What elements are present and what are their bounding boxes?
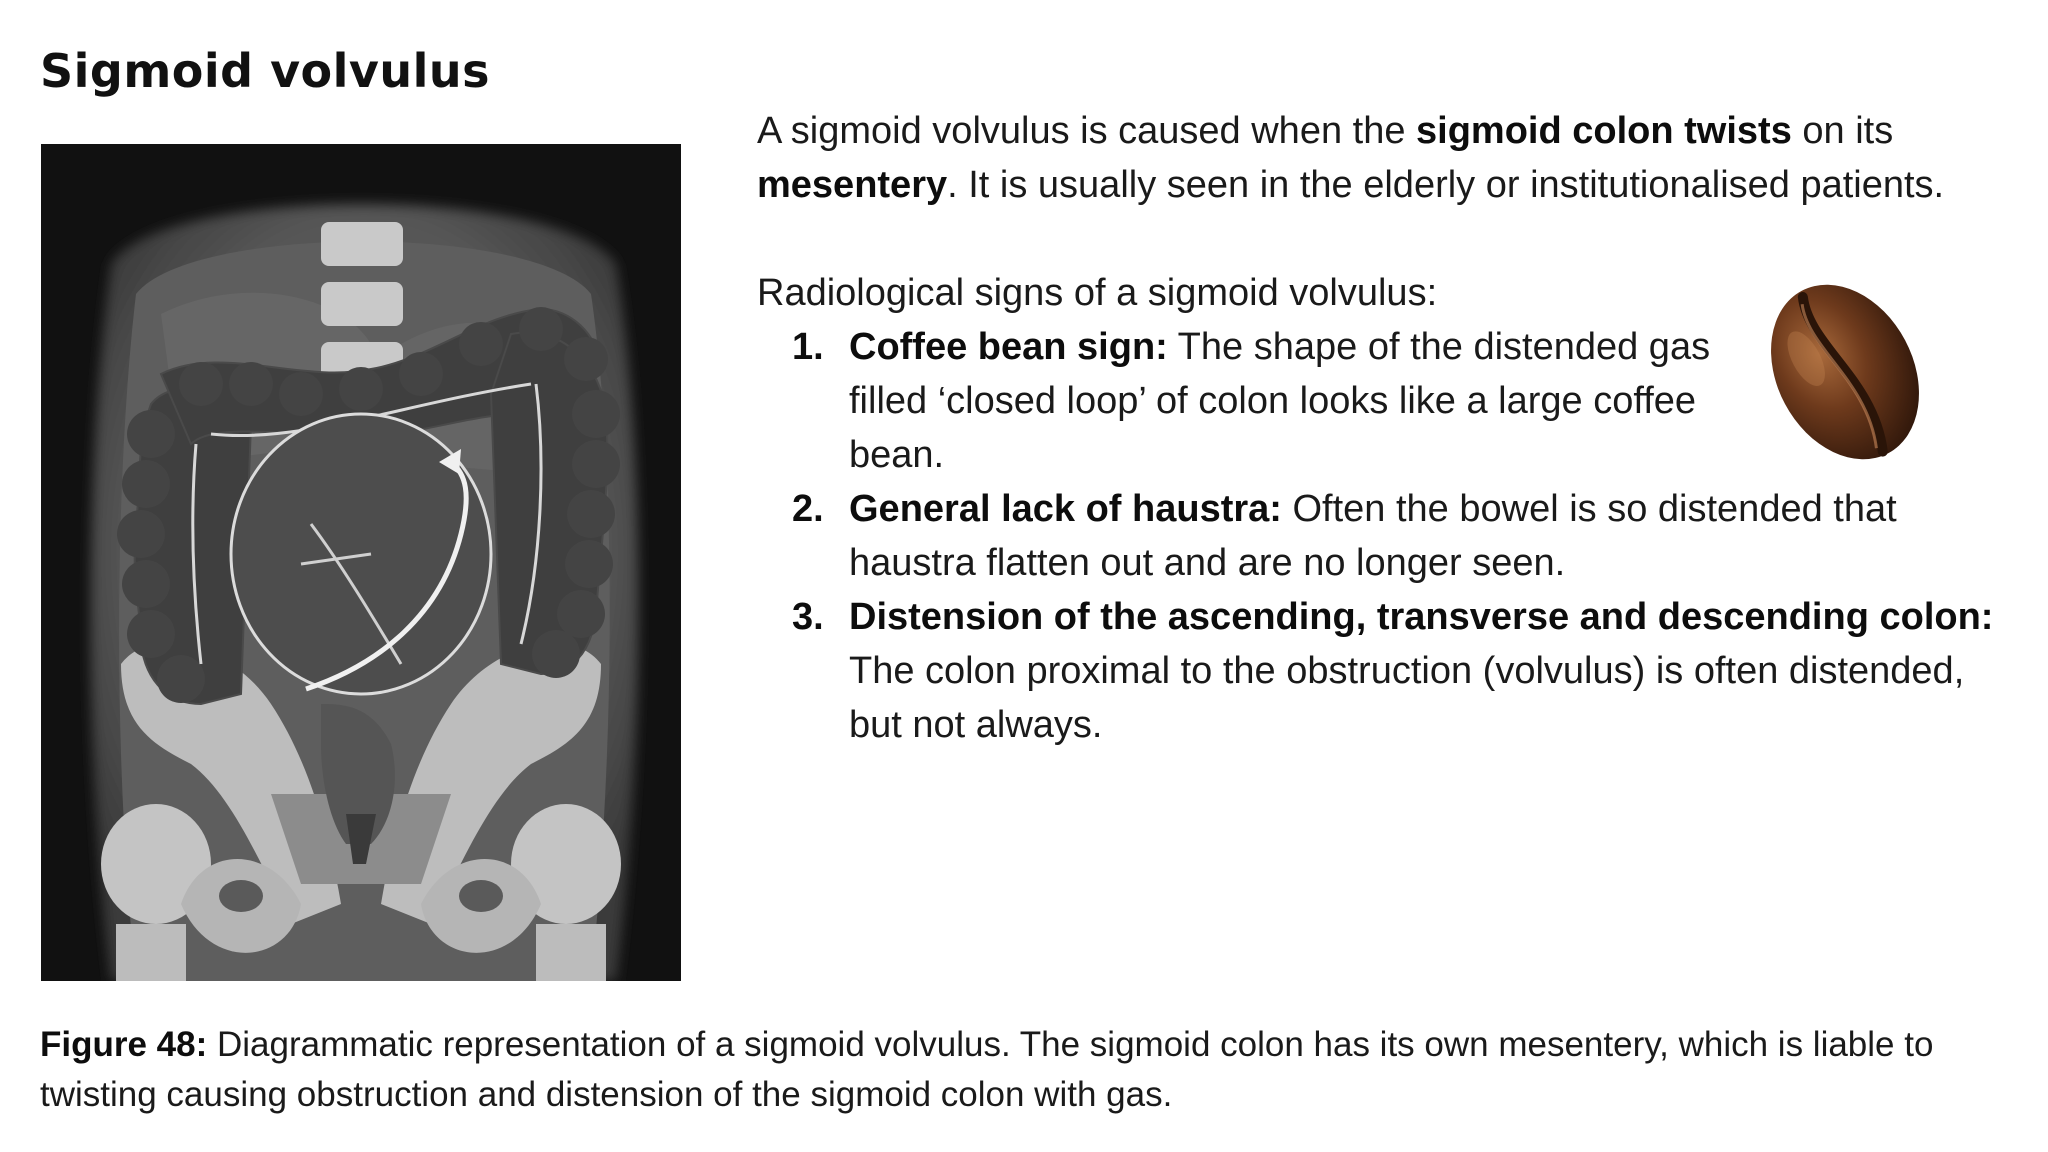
coffee-bean-image — [1755, 272, 1935, 472]
list-number: 3. — [792, 596, 824, 638]
sign-text: The colon proximal to the obstruction (volvulus) is often distended, but not always. — [849, 650, 1965, 746]
page-title: Sigmoid volvulus — [40, 44, 491, 98]
sign-title: Distension of the ascending, transverse and descending colon: — [849, 596, 1994, 638]
sign-text: The shape of the distended gas filled ‘closed loop’ of colon looks like a large coffee bean. — [849, 326, 1711, 476]
caption-text: Diagrammatic representation of a sigmoid volvulus. The sigmoid colon has its own mesentery, which is liable to twisting causing obstruction and distension of the sigmoid colon with gas. — [40, 1025, 1934, 1114]
figure-caption — [40, 1020, 2000, 1120]
xray-diagram-image — [41, 144, 681, 981]
intro-paragraph: A sigmoid volvulus is caused when the sigmoid colon twists on its mesentery. It is usually seen in the elderly or institutionalised patients. — [757, 110, 1945, 206]
list-number: 1. — [792, 326, 824, 368]
sign-text: Often the bowel is so distended that haustra flatten out and are no longer seen. — [849, 488, 1897, 584]
list-item — [757, 590, 2027, 752]
list-number: 2. — [792, 488, 824, 530]
intro-bold-mesentery: mesentery — [757, 164, 948, 206]
caption-label: Figure 48: — [40, 1025, 208, 1064]
signs-heading: Radiological signs of a sigmoid volvulus: — [757, 272, 1438, 314]
list-item — [757, 482, 2027, 590]
sign-title: General lack of haustra: — [849, 488, 1282, 530]
intro-bold-twist: sigmoid colon twists — [1416, 110, 1792, 152]
sign-title: Coffee bean sign: — [849, 326, 1168, 368]
list-item — [757, 320, 1749, 482]
